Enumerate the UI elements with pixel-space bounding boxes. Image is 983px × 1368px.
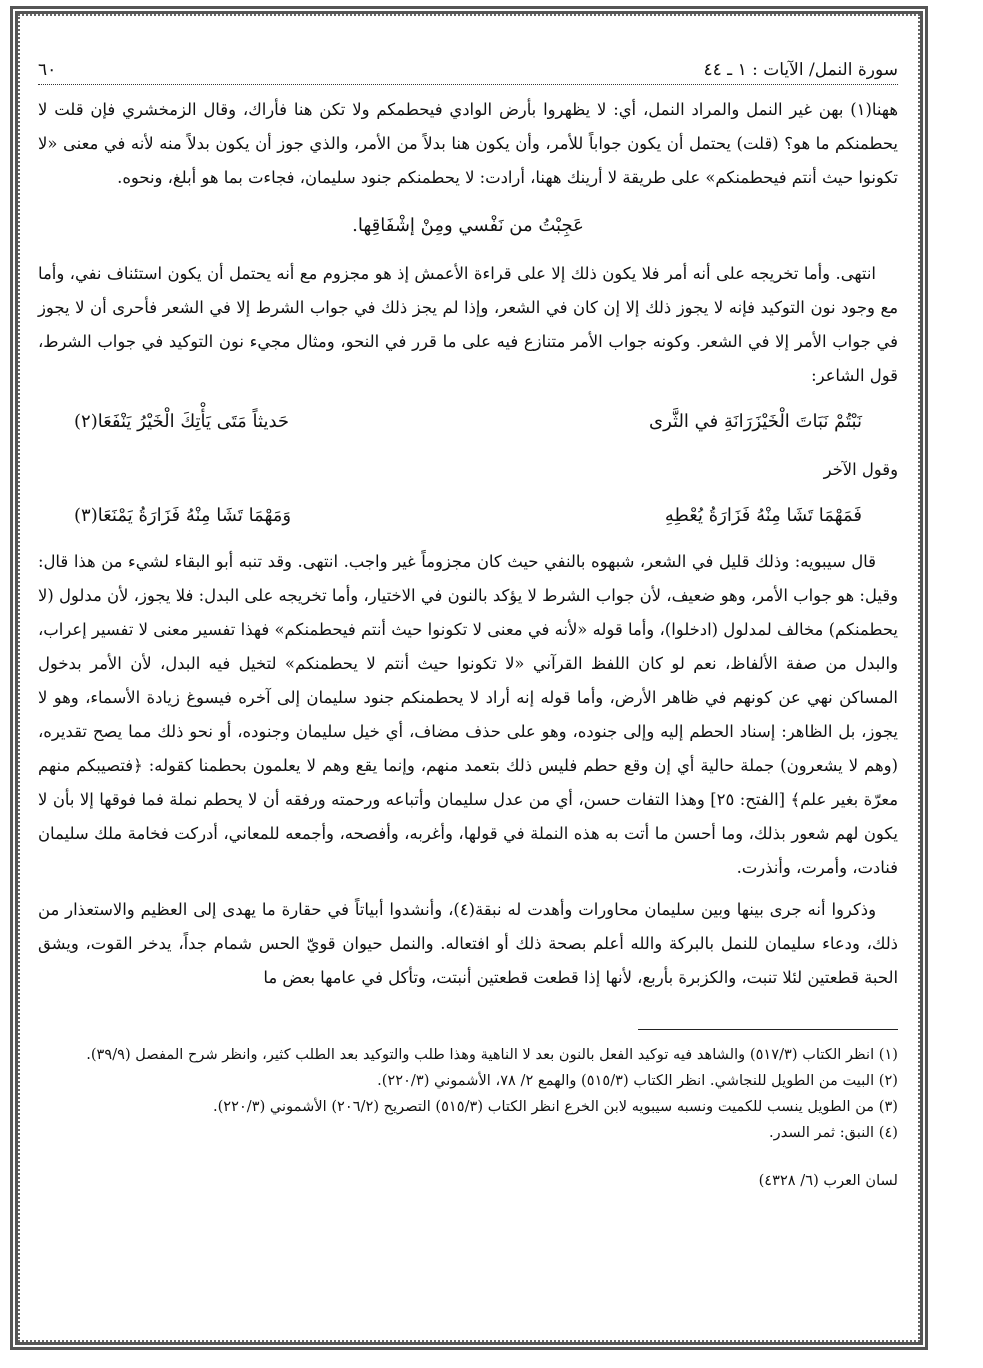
header-title: سورة النمل/ الآيات : ١ ـ ٤٤	[703, 60, 898, 80]
footnote-3: (٣) من الطويل ينسب للكميت ونسبه سيبويه لابن الخرع انظر الكتاب (٥١٥/٣) التصريح (٢٠٦/٢) الأشموني (٢٢٠/٣).	[212, 1098, 898, 1115]
verse-3-second-hemistich: وَمَهْمَا تَشَا مِنْهُ فَزَارَةُ يَمْنَعَا(٣)	[74, 505, 292, 526]
verse-2-second-hemistich: حَديثاً مَتَى يَأْتِكَ الْخَيْرُ يَنْفَعَا(٢)	[74, 411, 290, 432]
verse-line-2	[38, 399, 898, 445]
another-poet-label: وقول الآخر	[823, 460, 898, 479]
footnote-1: (١) انظر الكتاب (٥١٧/٣) والشاهد فيه توكيد الفعل بالنون بعد لا الناهية وهذا طلب والتوكيد بعد الطلب كثير، وانظر شرح المفصل (٣٩/٩).	[86, 1046, 898, 1063]
verse-2-prefix: نَبْتُمْ	[834, 411, 862, 432]
page-number: ٦٠	[38, 60, 57, 80]
footnote-4: (٤) النبق: ثمر السدر.	[769, 1124, 898, 1141]
paragraph-4: وذكروا أنه جرى بينها وبين سليمان محاورات وأهدت له نبقة(٤)، وأنشدوا أبياتاً في حقارة ما يهدى إلى العظيم والاستعذار من ذلك، ودعاء سليمان للنمل بالبركة والله أعلم بصحة ذلك أو افتعاله. والنمل حيوان قويّ الحس شمام جداً، يدخر القوت، ويشق الحبة قطعتين لئلا تنبت، والكزبرة بأربع، لأنها إذا قطعت قطعتين أنبتت، وتأكل في عامها بعض ما	[38, 900, 898, 987]
paragraph-1: ههنا(١) بهن غير النمل والمراد النمل، أي: لا يظهروا بأرض الوادي فيحطمكم ولا تكن هنا فأراك، وقال الزمخشري فإن قلت لا يحطمنكم ما هو؟ (قلت) يحتمل أن يكون جواباً للأمر، وأن يكون هنا بدلاً من الأمر، والذي جوز أن يكون بدلاً منه لأنه في معنى «لا تكونوا حيث أنتم فيحطمنكم» على طريقة لا أرينك ههنا، أرادت: لا يحطمنكم جنود سليمان، فجاءت بما هو أبلغ، ونحوه.	[38, 100, 898, 187]
verse-2-first-hemistich	[649, 399, 862, 445]
document-page	[38, 60, 898, 1340]
verse-line-3	[38, 493, 898, 539]
verse-2-right: نَبَاتَ الْخَيْزَرَانَةِ في الثَّرى	[649, 411, 829, 432]
footnote-2: (٢) البيت من الطويل للنجاشي. انظر الكتاب (٥١٥/٣) والهمع ٢/ ٧٨، الأشموني (٢٢٠/٣).	[377, 1072, 898, 1089]
paragraph-2: انتهى. وأما تخريجه على أنه أمر فلا يكون ذلك إلا على قراءة الأعمش إذ هو مجزوم مع أنه يحتمل أن يكون استئناف نفي، وأما مع وجود نون التوكيد فإنه لا يجوز ذلك إلا إن كان في الشعر، وإذا لم يجز ذلك في جواب الشرط إلا في الشعر فأحرى أن لا يجوز في جواب الأمر إلا في الشعر. وكونه جواب الأمر متنازع فيه على ما قرر في النحو، ومثال مجيء نون التوكيد في جواب الشرط، قول الشاعر:	[38, 264, 898, 385]
paragraph-3: قال سيبويه: وذلك قليل في الشعر، شبهوه بالنفي حيث كان مجزوماً غير واجب. انتهى. وقد تنبه أبو البقاء لشيء من هذا قال: وقيل: هو جواب الأمر، وهو ضعيف، لأن جواب الشرط لا يؤكد بالنون في الاختيار، وأما تخريجه على البدل: فلا يجوز، لأن مدلول (لا يحطمنكم) مخالف لمدلول (ادخلوا)، وأما قوله «لأنه في معنى لا تكونوا حيث أنتم فيحطمنكم» فهذا تفسير معنى لا تفسير إعراب، والبدل من صفة الألفاظ، نعم لو كان اللفظ القرآني «لا تكونوا حيث أنتم لا يحطمنكم» لتخيل فيه البدل، لأن الأمر بدخول المساكن نهي عن كونهم في ظاهر الأرض، وأما قوله إنه أراد لا يحطمنكم جنود سليمان إلى آخره فيسوغ زيادة الأسماء، وهو لا يجوز، بل الظاهر: إسناد الحطم إليه وإلى جنوده، وهو على حذف مضاف، أي خيل سليمان وجنوده، أو نحو ذلك مما يصح تقديره، (وهم لا يشعرون) جملة حالية أي إن وقع حطم فليس ذلك بتعمد منهم، وإنما يقع وهم لا يعلمون بحطمنا كقوله: ﴿فتصيبكم منهم معرّة بغير علم﴾ [الفتح: ٢٥] وهذا التفات حسن، أي من عدل سليمان وأتباعه ورحمته ورفقه أن لا يحطم نملة فما فوقها إلا بأن لا يكون لهم شعور بذلك، وما أحسن ما أتت به هذه النملة في قولها، وأغربه، وأفصحه، وأجمعه للمعاني، أدركت فخامة ملك سليمان فنادت، وأمرت، وأنذرت.	[38, 552, 898, 877]
verse-line-1: عَجِبْتُ من نَفْسي ومِنْ إشْفَاقِها.	[352, 215, 584, 236]
running-header	[38, 60, 898, 85]
footnote-separator	[638, 1029, 898, 1030]
bottom-reference: لسان العرب (٦/ ٤٣٢٨)	[758, 1172, 898, 1189]
verse-3-first-hemistich: فَمَهْمَا تَشَا مِنْهُ فَزَارَةُ يُعْطِهِ	[664, 505, 862, 526]
